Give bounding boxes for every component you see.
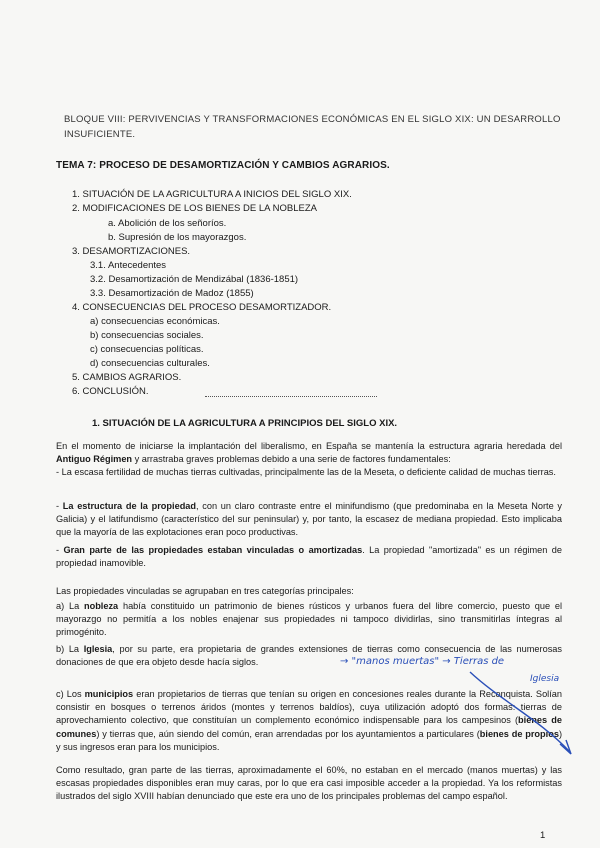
toc-item: 4. CONSECUENCIAS DEL PROCESO DESAMORTIZADOR. (72, 302, 332, 313)
toc-item: b. Supresión de los mayorazgos. (108, 232, 247, 243)
toc-item: a) consecuencias económicas. (90, 316, 220, 327)
toc-item: c) consecuencias políticas. (90, 344, 204, 355)
section-title: 1. SITUACIÓN DE LA AGRICULTURA A PRINCIPIOS DEL SIGLO XIX. (92, 418, 398, 429)
toc-item: 1. SITUACIÓN DE LA AGRICULTURA A INICIOS DEL SIGLO XIX. (72, 189, 352, 200)
toc-item: 3.1. Antecedentes (90, 260, 167, 271)
toc-item: 6. CONCLUSIÓN. (72, 386, 149, 397)
paragraph: - La estructura de la propiedad, con un claro contraste entre el minifundismo (que predominaba en la Meseta Norte y Galicia) y el latifundismo (característico del sur peninsular) y, por tanto, la escasez de mediana propiedad. Esto implicaba que la mayoría de las explotaciones eran poco productivas. (56, 501, 562, 538)
paragraph: - Gran parte de las propiedades estaban vinculadas o amortizadas. La propiedad "amortizada" es un régimen de propiedad inamovible. (56, 545, 562, 569)
page-number: 1 (540, 830, 546, 841)
toc-item: d) consecuencias culturales. (90, 358, 210, 369)
paragraph: c) Los municipios eran propietarios de tierras que tenían su origen en concesiones reales durante la Reconquista. Solían consistir en bosques o terrenos áridos (montes y terrenos baldíos), cuya utilización adoptó dos formas: tierras de aprovechamiento colectivo, que constituían un complemento económico indispensable para los campesinos (bienes de comunes) y tierras que, aún siendo del común, eran arrendadas por los ayuntamientos a particulares (bienes de propios) y sus ingresos eran para los municipios. (56, 689, 562, 752)
toc-item: 5. CAMBIOS AGRARIOS. (72, 372, 182, 383)
paragraph: Las propiedades vinculadas se agrupaban en tres categorías principales: (56, 586, 354, 596)
toc-item: 3.2. Desamortización de Mendizábal (1836-1851) (90, 274, 299, 285)
toc-item: 2. MODIFICACIONES DE LOS BIENES DE LA NOBLEZA (72, 203, 317, 214)
paragraph: - La escasa fertilidad de muchas tierras cultivadas, principalmente las de la Meseta, o deficiente calidad de muchas tierras. (56, 467, 556, 477)
topic-title: TEMA 7: PROCESO DE DESAMORTIZACIÓN Y CAMBIOS AGRARIOS. (56, 160, 390, 171)
toc-item: a. Abolición de los señoríos. (108, 218, 227, 229)
block-heading: BLOQUE VIII: PERVIVENCIAS Y TRANSFORMACIONES ECONÓMICAS EN EL SIGLO XIX: UN DESARROLLO INSUFICIENTE. (64, 114, 561, 140)
paragraph: a) La nobleza había constituido un patrimonio de bienes rústicos y urbanos fuera del libre comercio, puesto que el mayorazgo no permitía a los nobles enajenar sus propiedades ni tampoco dividirlas, sino transmitirlas íntegras al primogénito. (56, 601, 562, 638)
handwritten-note: Iglesia (530, 674, 560, 684)
toc-item: b) consecuencias sociales. (90, 330, 204, 341)
paragraph: b) La Iglesia, por su parte, era propietaria de grandes extensiones de tierras como consecuencia de las numerosas donaciones de que era objeto desde hacía siglos. (56, 644, 562, 668)
paragraph: Como resultado, gran parte de las tierras, aproximadamente el 60%, no estaban en el mercado (manos muertas) y las escasas propiedades disponibles eran muy caras, por lo que era casi imposible acceder a la propiedad. Ya los reformistas ilustrados del siglo XVIII habían denunciado que este era uno de los principales problemas del campo español. (56, 765, 562, 802)
toc-item: 3.3. Desamortización de Madoz (1855) (90, 288, 254, 299)
paragraph: En el momento de iniciarse la implantación del liberalismo, en España se mantenía la estructura agraria heredada del Antiguo Régimen y arrastraba graves problemas debido a una serie de factores fundamentales: (56, 441, 562, 465)
toc-item: 3. DESAMORTIZACIONES. (72, 246, 191, 257)
handwritten-note: → "manos muertas" → Tierras de (340, 656, 505, 667)
